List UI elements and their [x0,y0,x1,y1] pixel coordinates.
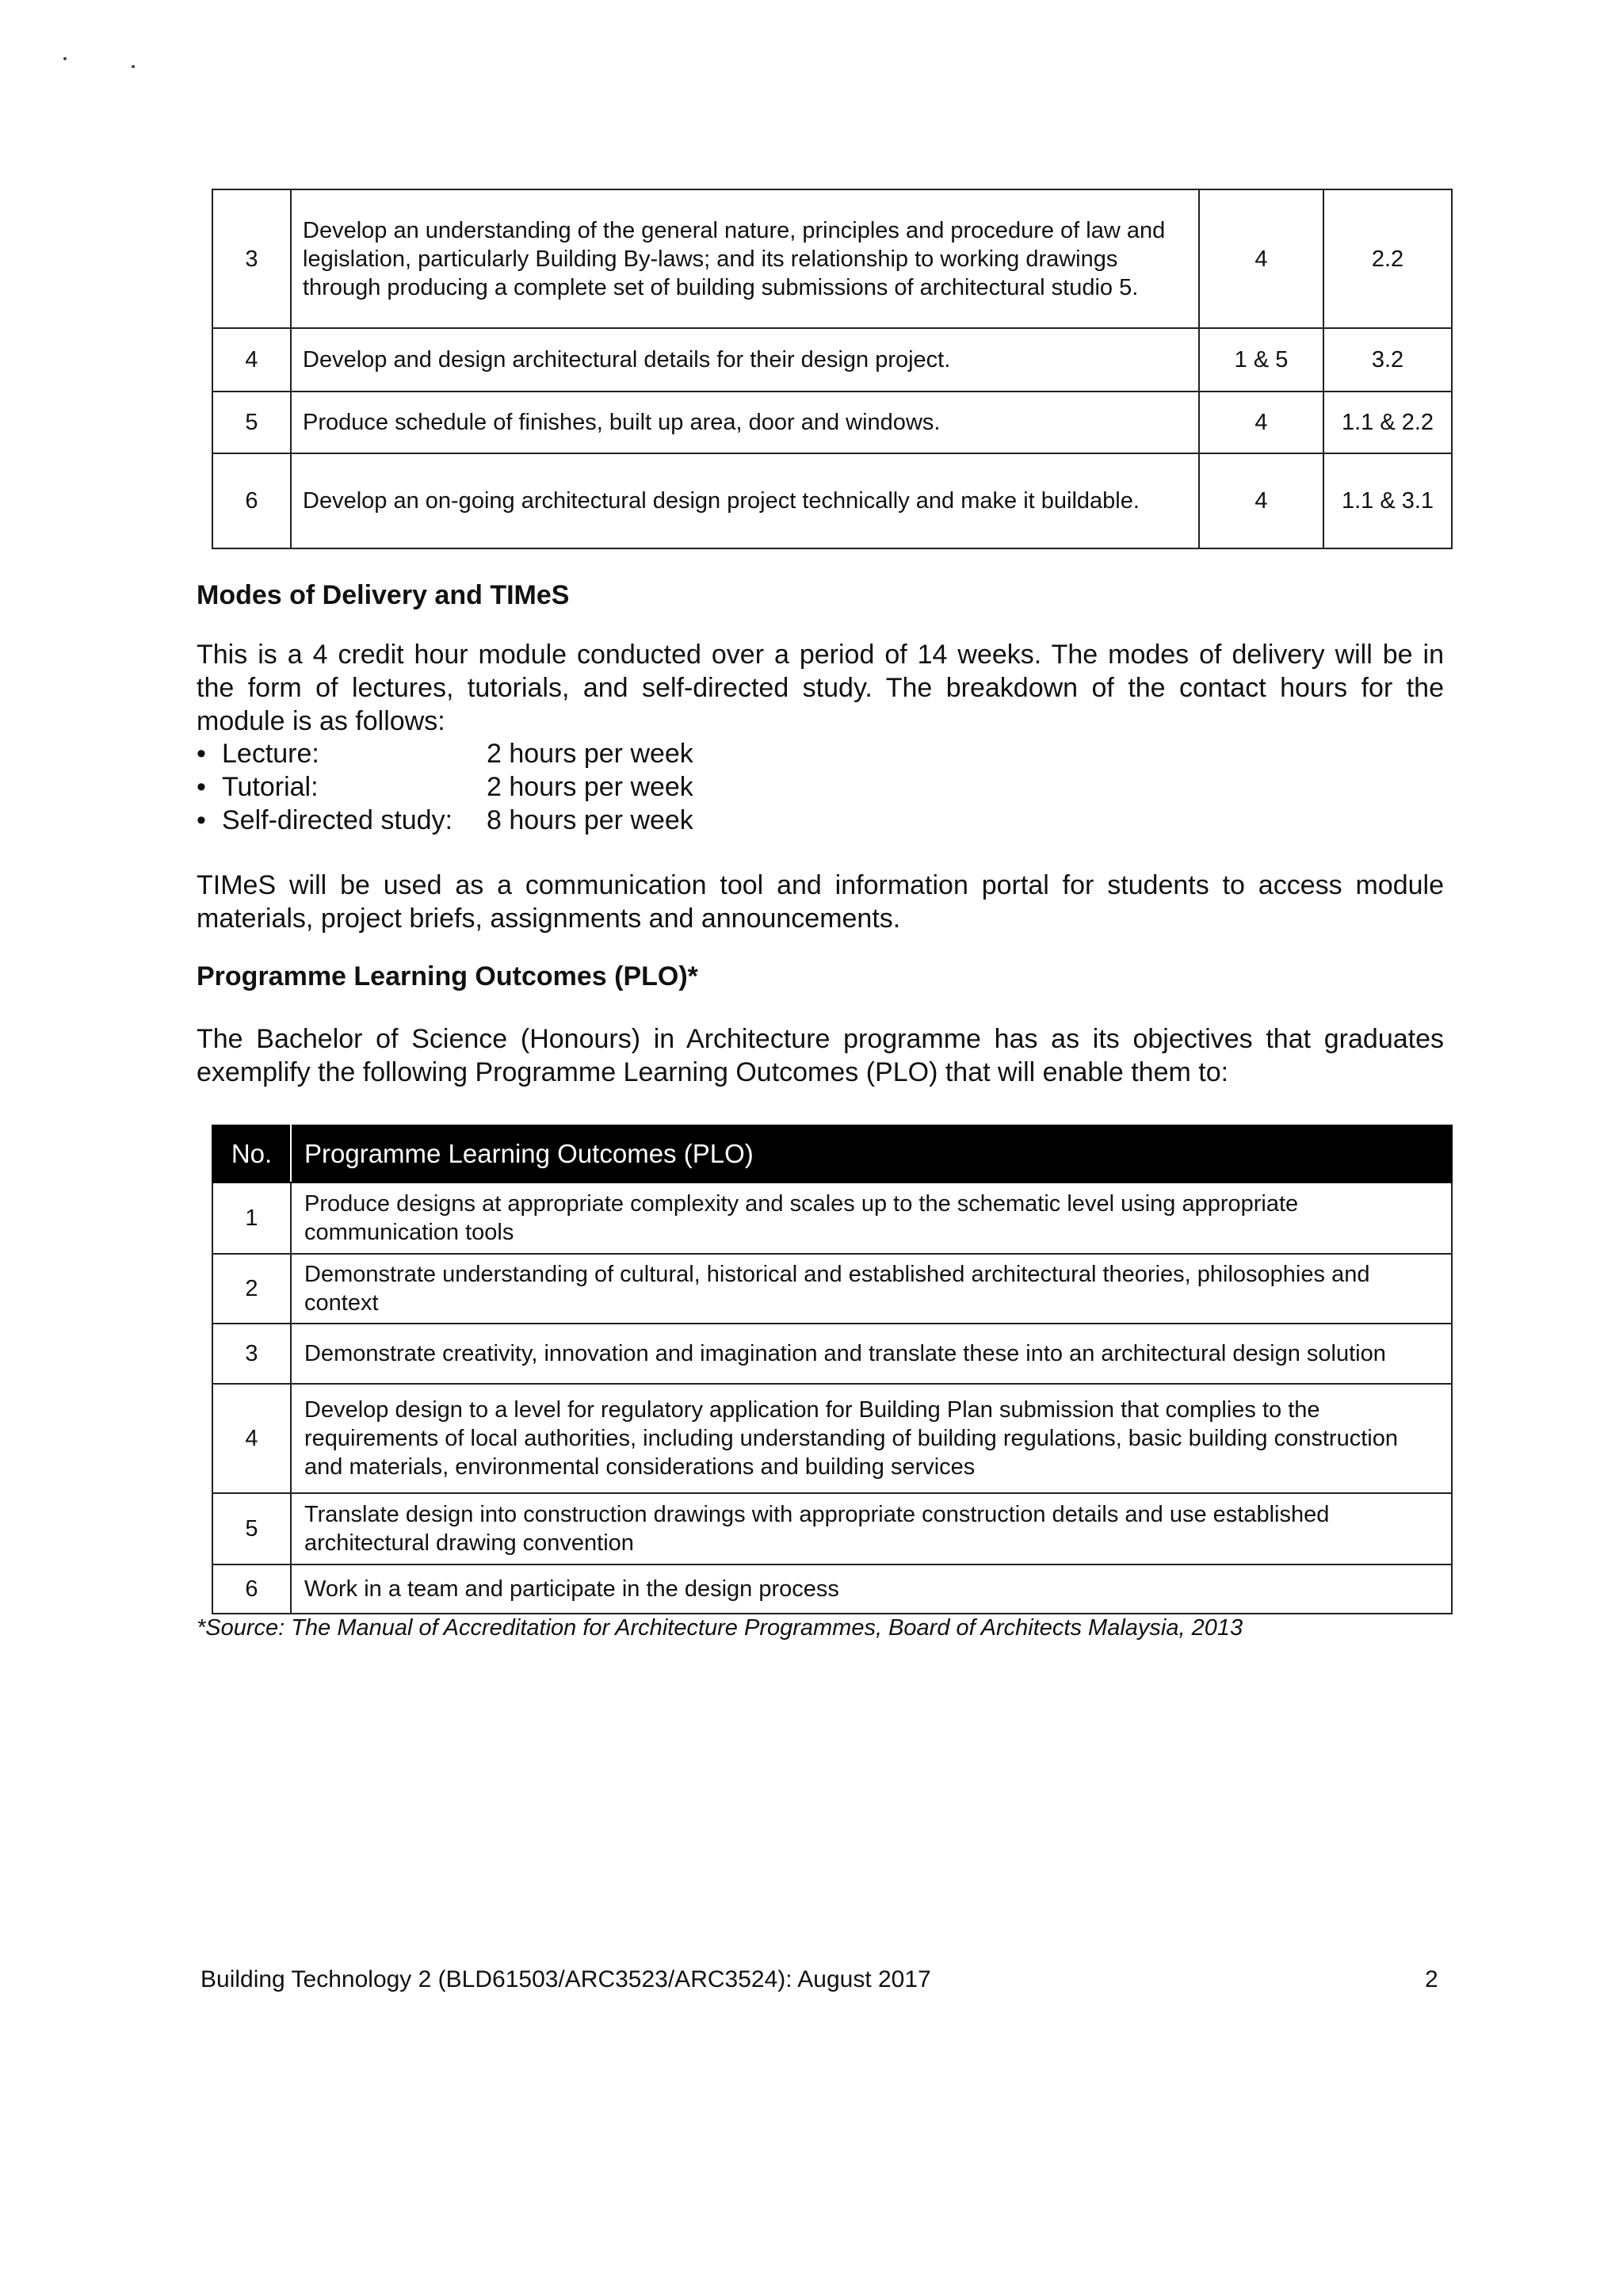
plo-description: Demonstrate understanding of cultural, historical and established architectural theories, philosophies and context [291,1254,1452,1324]
plo-number: 2 [212,1254,291,1324]
paragraph-line: the form of lectures, tutorials, and self-directed study. The breakdown of the contact hours for the [197,673,1444,703]
plo-description: Develop design to a level for regulatory application for Building Plan submission that complies to the requirements of local authorities, including understanding of building regulations, basic building construction and materials, environmental considerations and building services [291,1384,1452,1493]
table-row [212,1564,1452,1614]
outcome-description: Develop an understanding of the general nature, principles and procedure of law and legislation, particularly Building By-laws; and its relationship to working drawings through producing a complete set of building submissions of architectural studio 5. [291,189,1199,328]
plo-heading: Programme Learning Outcomes (PLO)* [197,961,698,991]
row-number: 4 [212,328,291,392]
table-row [212,453,1452,548]
activity-hours: 2 hours per week [487,772,693,802]
plo-mapping: 4 [1199,453,1323,548]
paragraph-line: TIMeS will be used as a communication tool and information portal for students to access module [197,870,1444,900]
source-text: The Manual of Accreditation for Architecture Programmes, Board of Architects Malaysia, 2013 [291,1615,1243,1641]
pb-mapping: 1.1 & 3.1 [1323,453,1452,548]
modes-heading: Modes of Delivery and TIMeS [197,580,570,610]
plo-description: Produce designs at appropriate complexity and scales up to the schematic level using appropriate communication tools [291,1182,1452,1254]
header-no: No. [212,1125,291,1182]
page-footer: Building Technology 2 (BLD61503/ARC3523/ARC3524): August 2017 [200,1966,931,1992]
row-number: 3 [212,189,291,328]
activity-label: Self-directed study: [222,805,453,835]
bullet: • [197,805,206,835]
table-header-row [212,1125,1452,1182]
pb-mapping: 2.2 [1323,189,1452,328]
pb-mapping: 3.2 [1323,328,1452,392]
table-row [212,189,1452,328]
page-number: 2 [1425,1966,1438,1992]
activity-hours: 8 hours per week [487,805,693,835]
plo-mapping: 4 [1199,392,1323,453]
activity-hours: 2 hours per week [487,739,693,769]
plo-intro [197,1022,1444,1089]
outcome-description: Develop an on-going architectural design project technically and make it buildable. [291,453,1199,548]
times-paragraph [197,869,1444,935]
plo-mapping: 1 & 5 [1199,328,1323,392]
plo-number: 6 [212,1564,291,1614]
paragraph-line: materials, project briefs, assignments and announcements. [197,904,901,934]
row-number: 5 [212,392,291,453]
plo-table [212,1125,1453,1614]
plo-mapping: 4 [1199,189,1323,328]
scan-speck [132,65,135,68]
plo-number: 4 [212,1384,291,1493]
pb-mapping: 1.1 & 2.2 [1323,392,1452,453]
outcome-description: Produce schedule of finishes, built up area, door and windows. [291,392,1199,453]
plo-description: Translate design into construction drawings with appropriate construction details and use established architectural drawing convention [291,1493,1452,1564]
table-row [212,392,1452,453]
outcome-description: Develop and design architectural details for their design project. [291,328,1199,392]
table-row [212,1493,1452,1564]
learning-outcomes-table [212,189,1453,549]
plo-number: 1 [212,1182,291,1254]
plo-description: Demonstrate creativity, innovation and imagination and translate these into an architectural design solution [291,1324,1452,1384]
table-row [212,328,1452,392]
paragraph-line: The Bachelor of Science (Honours) in Architecture programme has as its objectives that graduates [197,1024,1444,1054]
plo-description: Work in a team and participate in the design process [291,1564,1452,1614]
table-row [212,1182,1452,1254]
table-row [212,1384,1452,1493]
bullet: • [197,739,206,769]
activity-label: Tutorial: [222,772,319,802]
paragraph-line: module is as follows: [197,706,445,736]
scan-speck [63,57,67,60]
source-citation [197,1614,1243,1642]
header-plo: Programme Learning Outcomes (PLO) [291,1125,1452,1182]
paragraph-line: exemplify the following Programme Learning Outcomes (PLO) that will enable them to: [197,1057,1229,1087]
table-row [212,1254,1452,1324]
modes-intro [197,638,1444,738]
row-number: 6 [212,453,291,548]
bullet: • [197,772,206,802]
plo-number: 5 [212,1493,291,1564]
source-label: *Source: [197,1615,285,1641]
plo-number: 3 [212,1324,291,1384]
activity-label: Lecture: [222,739,319,769]
paragraph-line: This is a 4 credit hour module conducted over a period of 14 weeks. The modes of delivery will be in [197,640,1444,670]
table-row [212,1324,1452,1384]
